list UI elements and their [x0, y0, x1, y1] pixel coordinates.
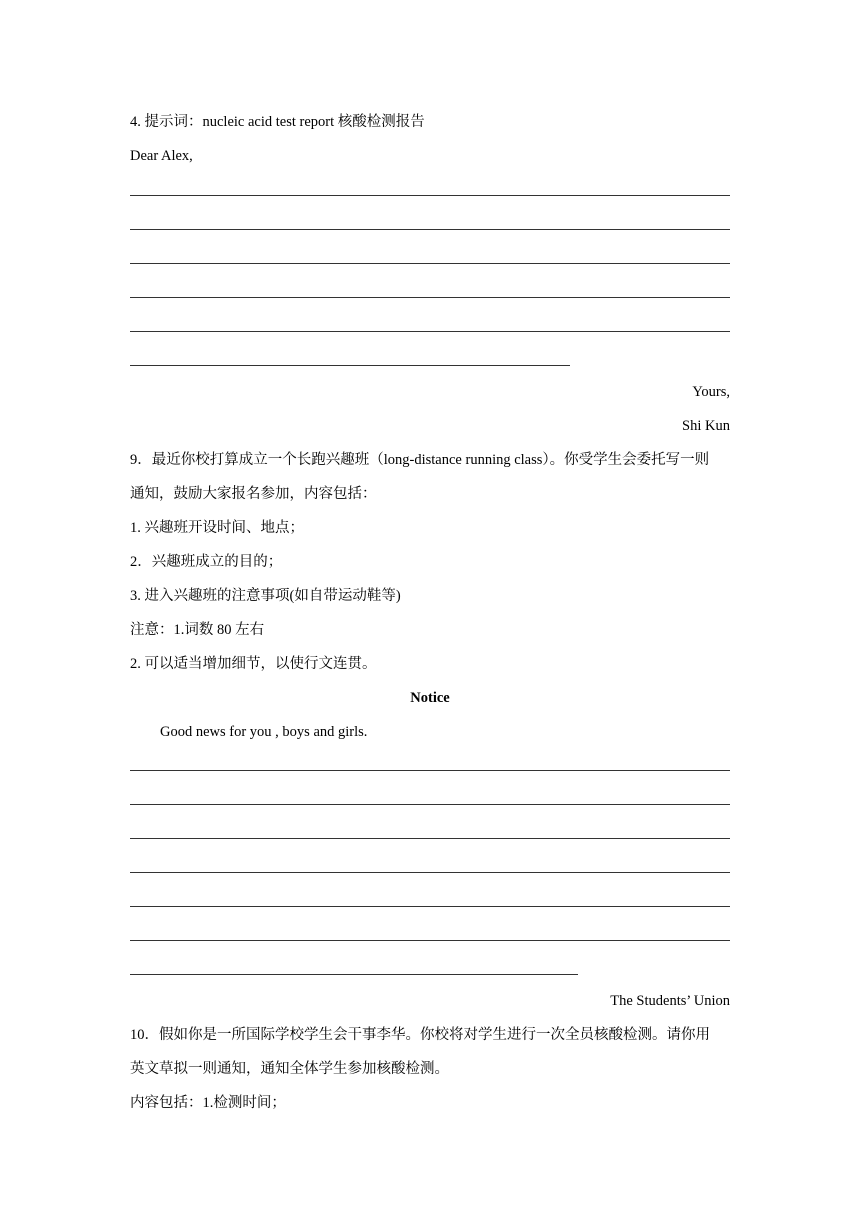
question10-prompt-line2: 英文草拟一则通知，通知全体学生参加核酸检测。 [130, 1061, 449, 1077]
question9-note2: 2. 可以适当增加细节，以使行文连贯。 [130, 656, 377, 672]
answer-line-short [130, 365, 570, 366]
answer-line-short [130, 974, 578, 975]
question9-note1: 注意：1.词数 80 左右 [130, 622, 265, 638]
letter-closing: Yours, [692, 384, 730, 400]
answer-line [130, 804, 730, 805]
question9-prompt-line1: 9．最近你校打算成立一个长跑兴趣班（long-distance running class）。你受学生会委托写一则 [130, 452, 710, 468]
answer-line [130, 838, 730, 839]
notice-title: Notice [410, 690, 450, 706]
question9-item3: 3. 进入兴趣班的注意事项(如自带运动鞋等) [130, 588, 401, 604]
question9-item1: 1. 兴趣班开设时间、地点； [130, 520, 304, 536]
section4-prompt: 4. 提示词：nucleic acid test report 核酸检测报告 [130, 114, 425, 130]
answer-line [130, 770, 730, 771]
answer-line [130, 331, 730, 332]
notice-signature: The Students’ Union [610, 993, 730, 1009]
letter-greeting: Dear Alex, [130, 148, 193, 164]
answer-line [130, 297, 730, 298]
answer-line [130, 195, 730, 196]
answer-line [130, 906, 730, 907]
answer-line [130, 872, 730, 873]
answer-line [130, 940, 730, 941]
question10-prompt-line1: 10．假如你是一所国际学校学生会干事李华。你校将对学生进行一次全员核酸检测。请你用 [130, 1027, 710, 1043]
answer-line [130, 229, 730, 230]
answer-line [130, 263, 730, 264]
letter-signature: Shi Kun [682, 418, 730, 434]
question9-prompt-line2: 通知，鼓励大家报名参加，内容包括： [130, 486, 377, 502]
question10-content-line: 内容包括：1.检测时间； [130, 1095, 286, 1111]
notice-opening: Good news for you , boys and girls. [160, 724, 368, 740]
document-page [130, 0, 730, 1216]
question9-item2: 2．兴趣班成立的目的； [130, 554, 283, 570]
